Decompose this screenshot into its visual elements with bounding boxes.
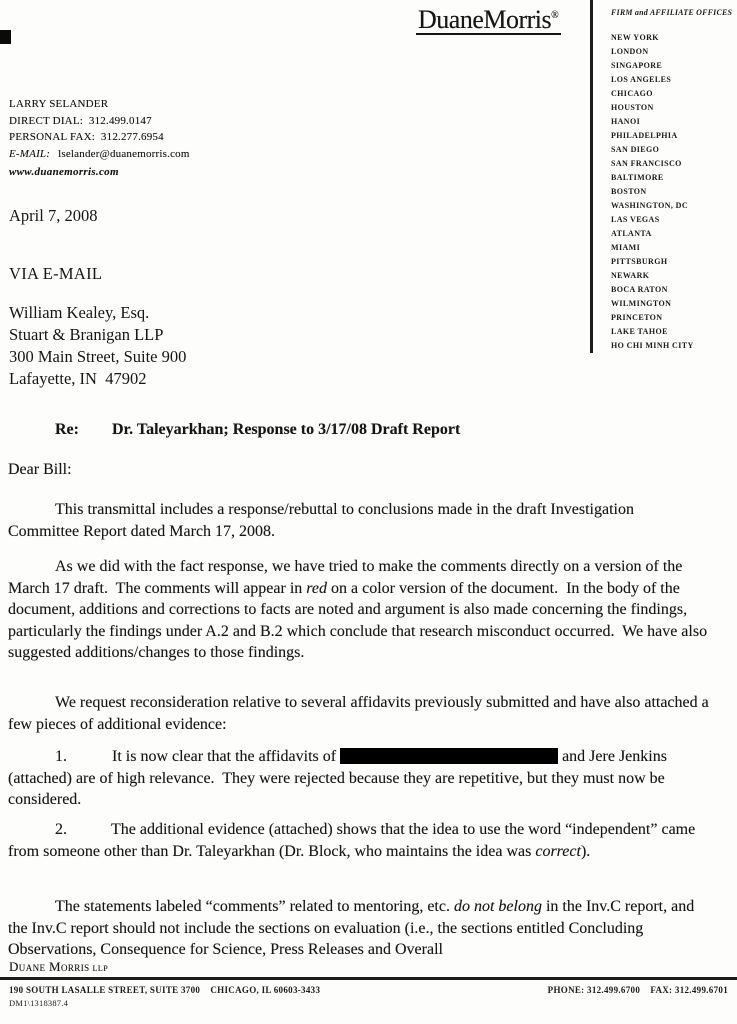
firm-logo (416, 3, 561, 35)
office-city: PRINCETON (611, 313, 663, 322)
recipient-line: William Kealey, Esq. (9, 303, 150, 322)
paragraph-transmittal: This transmittal includes a response/rebuttal to conclusions made in the draft Investigation Committee Report dated March 17, 2008. (8, 501, 638, 540)
firm-website: www.duanemorris.com (9, 166, 119, 178)
office-city: SAN DIEGO (611, 145, 660, 154)
recipient-address-block (9, 302, 186, 390)
footer-rule (0, 977, 737, 980)
contact-email-line: E-MAIL: lselander@duanemorris.com (9, 148, 190, 160)
office-city: MIAMI (611, 243, 641, 252)
office-city: LONDON (611, 47, 649, 56)
office-city: NEW YORK (611, 33, 659, 42)
office-city: LAKE TAHOE (611, 327, 668, 336)
office-city: BOSTON (611, 187, 647, 196)
paragraph-statements: The statements labeled “comments” related to mentoring, etc. do not belong in the Inv.C report, and the Inv.C report should not include the sections on evaluation (i.e., the sections entitled Concluding Observations, Consequence for Science, Press Releases and Overall (8, 898, 699, 959)
offices-divider-line (590, 0, 593, 353)
numbered-item-1: 1. It is now clear that the affidavits of and Jere Jenkins (attached) are of high relevance. They were rejected because they are repetitive, but they must now be considered. (8, 748, 671, 809)
office-city: PITTSBURGH (611, 257, 668, 266)
contact-line: DIRECT DIAL: 312.499.0147 (9, 114, 152, 127)
office-city: BOCA RATON (611, 285, 668, 294)
salutation: Dear Bill: (8, 461, 72, 478)
office-city: HO CHI MINH CITY (611, 341, 694, 350)
office-city: BALTIMORE (611, 173, 664, 182)
contact-line: LARRY SELANDER (9, 98, 109, 110)
contact-line: PERSONAL FAX: 312.277.6954 (9, 131, 164, 144)
office-city: CHICAGO (611, 89, 653, 98)
office-city: HOUSTON (611, 103, 654, 112)
recipient-line: Stuart & Branigan LLP (9, 325, 164, 344)
redaction-bar (340, 748, 558, 764)
re-subject-line: Re: Dr. Taleyarkhan; Response to 3/17/08 Draft Report (55, 421, 461, 438)
document-number: DM1\1318387.4 (9, 998, 69, 1008)
scan-artifact-mark (0, 30, 11, 44)
office-city: WASHINGTON, DC (611, 201, 689, 210)
footer-phone-fax: PHONE: 312.499.6700 FAX: 312.499.6701 (547, 985, 728, 995)
office-city: SINGAPORE (611, 61, 663, 70)
numbered-item-2: 2. The additional evidence (attached) shows that the idea to use the word “independent” came from someone other than Dr. Taleyarkhan (Dr. Block, who maintains the idea was correct). (8, 821, 700, 860)
office-city: WILMINGTON (611, 299, 672, 308)
office-city: LAS VEGAS (611, 215, 660, 224)
paragraph-comments: As we did with the fact response, we have tried to make the comments directly on a version of the March 17 draft. The comments will appear in red on a color version of the document. In the body of the document, additions and corrections to facts are noted and argument is also made concerning the findings, particularly the findings under A.2 and B.2 which conclude that research misconduct occurred. We have also suggested additions/changes to those findings. (8, 558, 712, 662)
office-city: ATLANTA (611, 229, 652, 238)
delivery-method: VIA E-MAIL (9, 264, 103, 283)
offices-title: FIRM and AFFILIATE OFFICES (611, 8, 733, 17)
footer-address: 190 SOUTH LASALLE STREET, SUITE 3700 CHICAGO, IL 60603-3433 (9, 985, 321, 995)
office-city: NEWARK (611, 271, 650, 280)
registered-trademark-icon: ® (551, 10, 559, 21)
recipient-line: 300 Main Street, Suite 900 (9, 347, 187, 366)
footer-firm-name (9, 959, 108, 975)
attorney-contact-block (9, 96, 164, 146)
footer-firm-suffix: LLP (92, 964, 109, 973)
paragraph-reconsideration: We request reconsideration relative to several affidavits previously submitted and have also attached a few pieces of additional evidence: (8, 694, 713, 733)
recipient-line: Lafayette, IN 47902 (9, 369, 147, 388)
office-city: HANOI (611, 117, 641, 126)
office-city: SAN FRANCISCO (611, 159, 682, 168)
footer-firm-name-text: Duane Morris (9, 959, 90, 974)
office-city: LOS ANGELES (611, 75, 672, 84)
letter-date: April 7, 2008 (9, 206, 98, 225)
offices-list (611, 33, 735, 355)
office-city: PHILADELPHIA (611, 131, 678, 140)
offices-panel (611, 8, 735, 350)
firm-logo-text: DuaneMorris (418, 5, 552, 34)
